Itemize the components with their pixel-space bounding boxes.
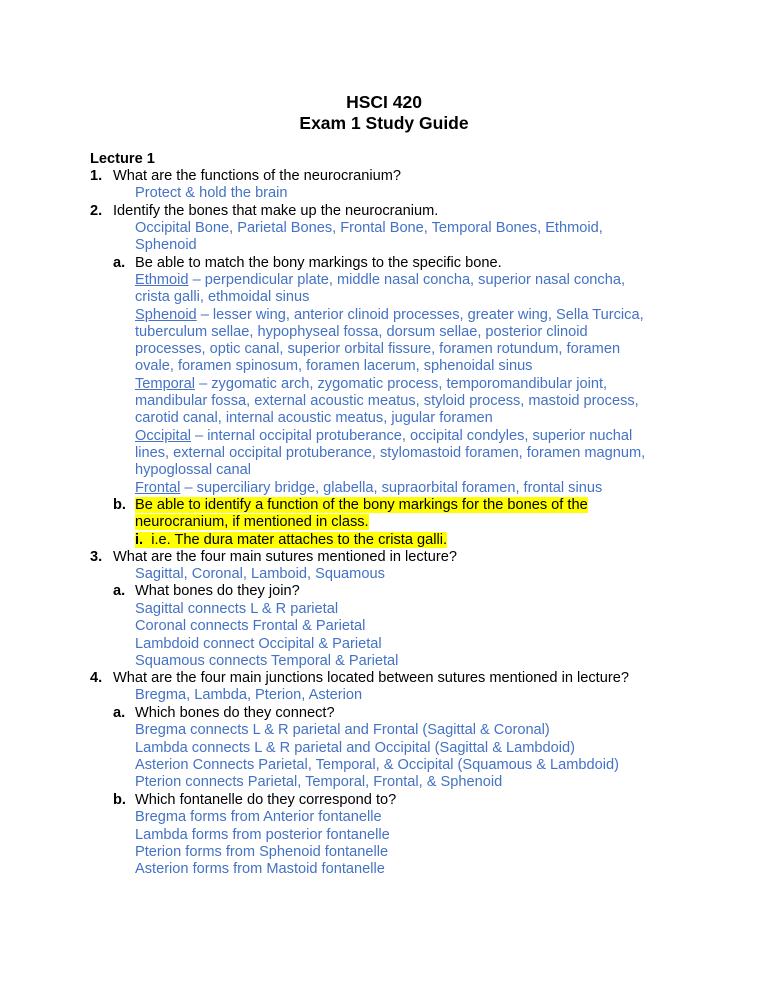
q4a-answer-4: Pterion connects Parietal, Temporal, Frontal, & Sphenoid [135, 774, 503, 790]
q2-number: 2. [90, 203, 103, 219]
q4-question: What are the four main junctions located between sutures mentioned in lecture? [113, 670, 629, 686]
q4b-question: Which fontanelle do they correspond to? [135, 792, 397, 808]
sphenoid-line-3: processes, optic canal, superior orbital fissure, foramen rotundum, foramen [135, 341, 621, 357]
q2-answer-line-1: Occipital Bone, Parietal Bones, Frontal Bone, Temporal Bones, Ethmoid, [135, 220, 603, 236]
sphenoid-name: Sphenoid [135, 307, 197, 323]
q4a-answer-1: Bregma connects L & R parietal and Frontal (Sagittal & Coronal) [135, 722, 550, 738]
q4a-answer-3: Asterion Connects Parietal, Temporal, & Occipital (Squamous & Lambdoid) [135, 757, 619, 773]
sphenoid-line-4: ovale, foramen spinosum, foramen lacerum, sphenoidal sinus [135, 358, 533, 374]
q2b-example: i. i.e. The dura mater attaches to the crista galli. [135, 532, 448, 548]
temporal-name: Temporal [135, 376, 196, 392]
study-guide-title: Exam 1 Study Guide [299, 113, 469, 133]
sphenoid-line-1: Sphenoid – lesser wing, anterior clinoid processes, greater wing, Sella Turcica, [135, 307, 644, 323]
q1-number: 1. [90, 168, 103, 184]
q3-number: 3. [90, 549, 103, 565]
occipital-line-3: hypoglossal canal [135, 462, 252, 478]
q4b-answer-2: Lambda forms from posterior fontanelle [135, 827, 390, 843]
sphenoid-line-2: tuberculum sellae, hypophyseal fossa, dorsum sellae, posterior clinoid [135, 324, 588, 340]
q4-answer: Bregma, Lambda, Pterion, Asterion [135, 687, 363, 703]
course-title: HSCI 420 [346, 92, 422, 112]
q3a-letter: a. [113, 583, 126, 599]
q1-answer: Protect & hold the brain [135, 185, 288, 201]
temporal-line-2: mandibular fossa, external acoustic meatus, styloid process, mastoid process, [135, 393, 639, 409]
q3a-answer-1: Sagittal connects L & R parietal [135, 601, 339, 617]
temporal-line-3: carotid canal, internal acoustic meatus, jugular foramen [135, 410, 493, 426]
q4b-answer-1: Bregma forms from Anterior fontanelle [135, 809, 382, 825]
lecture-heading: Lecture 1 [90, 151, 155, 167]
ethmoid-name: Ethmoid [135, 272, 189, 288]
q2b-question-line-1: Be able to identify a function of the bony markings for the bones of the [135, 497, 588, 513]
q2-answer-line-2: Sphenoid [135, 237, 197, 253]
q2a-question: Be able to match the bony markings to the specific bone. [135, 255, 502, 271]
occipital-line-1: Occipital – internal occipital protuberance, occipital condyles, superior nuchal [135, 428, 633, 444]
frontal-line-1: Frontal – superciliary bridge, glabella, supraorbital foramen, frontal sinus [135, 480, 603, 496]
ethmoid-line-2: crista galli, ethmoidal sinus [135, 289, 310, 305]
q3-answer: Sagittal, Coronal, Lamboid, Squamous [135, 566, 385, 582]
q1-question: What are the functions of the neurocranium? [113, 168, 401, 184]
occipital-name: Occipital [135, 428, 191, 444]
q2b-question-line-2: neurocranium, if mentioned in class. [135, 514, 369, 530]
q2b-i-label: i. [135, 532, 144, 548]
q4a-letter: a. [113, 705, 126, 721]
q2a-letter: a. [113, 255, 126, 271]
frontal-name: Frontal [135, 480, 181, 496]
q4b-answer-4: Asterion forms from Mastoid fontanelle [135, 861, 385, 877]
q3a-answer-3: Lambdoid connect Occipital & Parietal [135, 636, 382, 652]
q3a-answer-4: Squamous connects Temporal & Parietal [135, 653, 399, 669]
ethmoid-line-1: Ethmoid – perpendicular plate, middle nasal concha, superior nasal concha, [135, 272, 626, 288]
q4b-answer-3: Pterion forms from Sphenoid fontanelle [135, 844, 389, 860]
q2-question: Identify the bones that make up the neurocranium. [113, 203, 439, 219]
temporal-line-1: Temporal – zygomatic arch, zygomatic process, temporomandibular joint, [135, 376, 608, 392]
q3a-answer-2: Coronal connects Frontal & Parietal [135, 618, 366, 634]
q2b-letter: b. [113, 497, 126, 513]
q4b-letter: b. [113, 792, 126, 808]
occipital-line-2: lines, external occipital protuberance, stylomastoid foramen, foramen magnum, [135, 445, 646, 461]
q3-question: What are the four main sutures mentioned in lecture? [113, 549, 457, 565]
q4-number: 4. [90, 670, 103, 686]
q4a-question: Which bones do they connect? [135, 705, 335, 721]
q3a-question: What bones do they join? [135, 583, 300, 599]
q4a-answer-2: Lambda connects L & R parietal and Occipital (Sagittal & Lambdoid) [135, 740, 575, 756]
